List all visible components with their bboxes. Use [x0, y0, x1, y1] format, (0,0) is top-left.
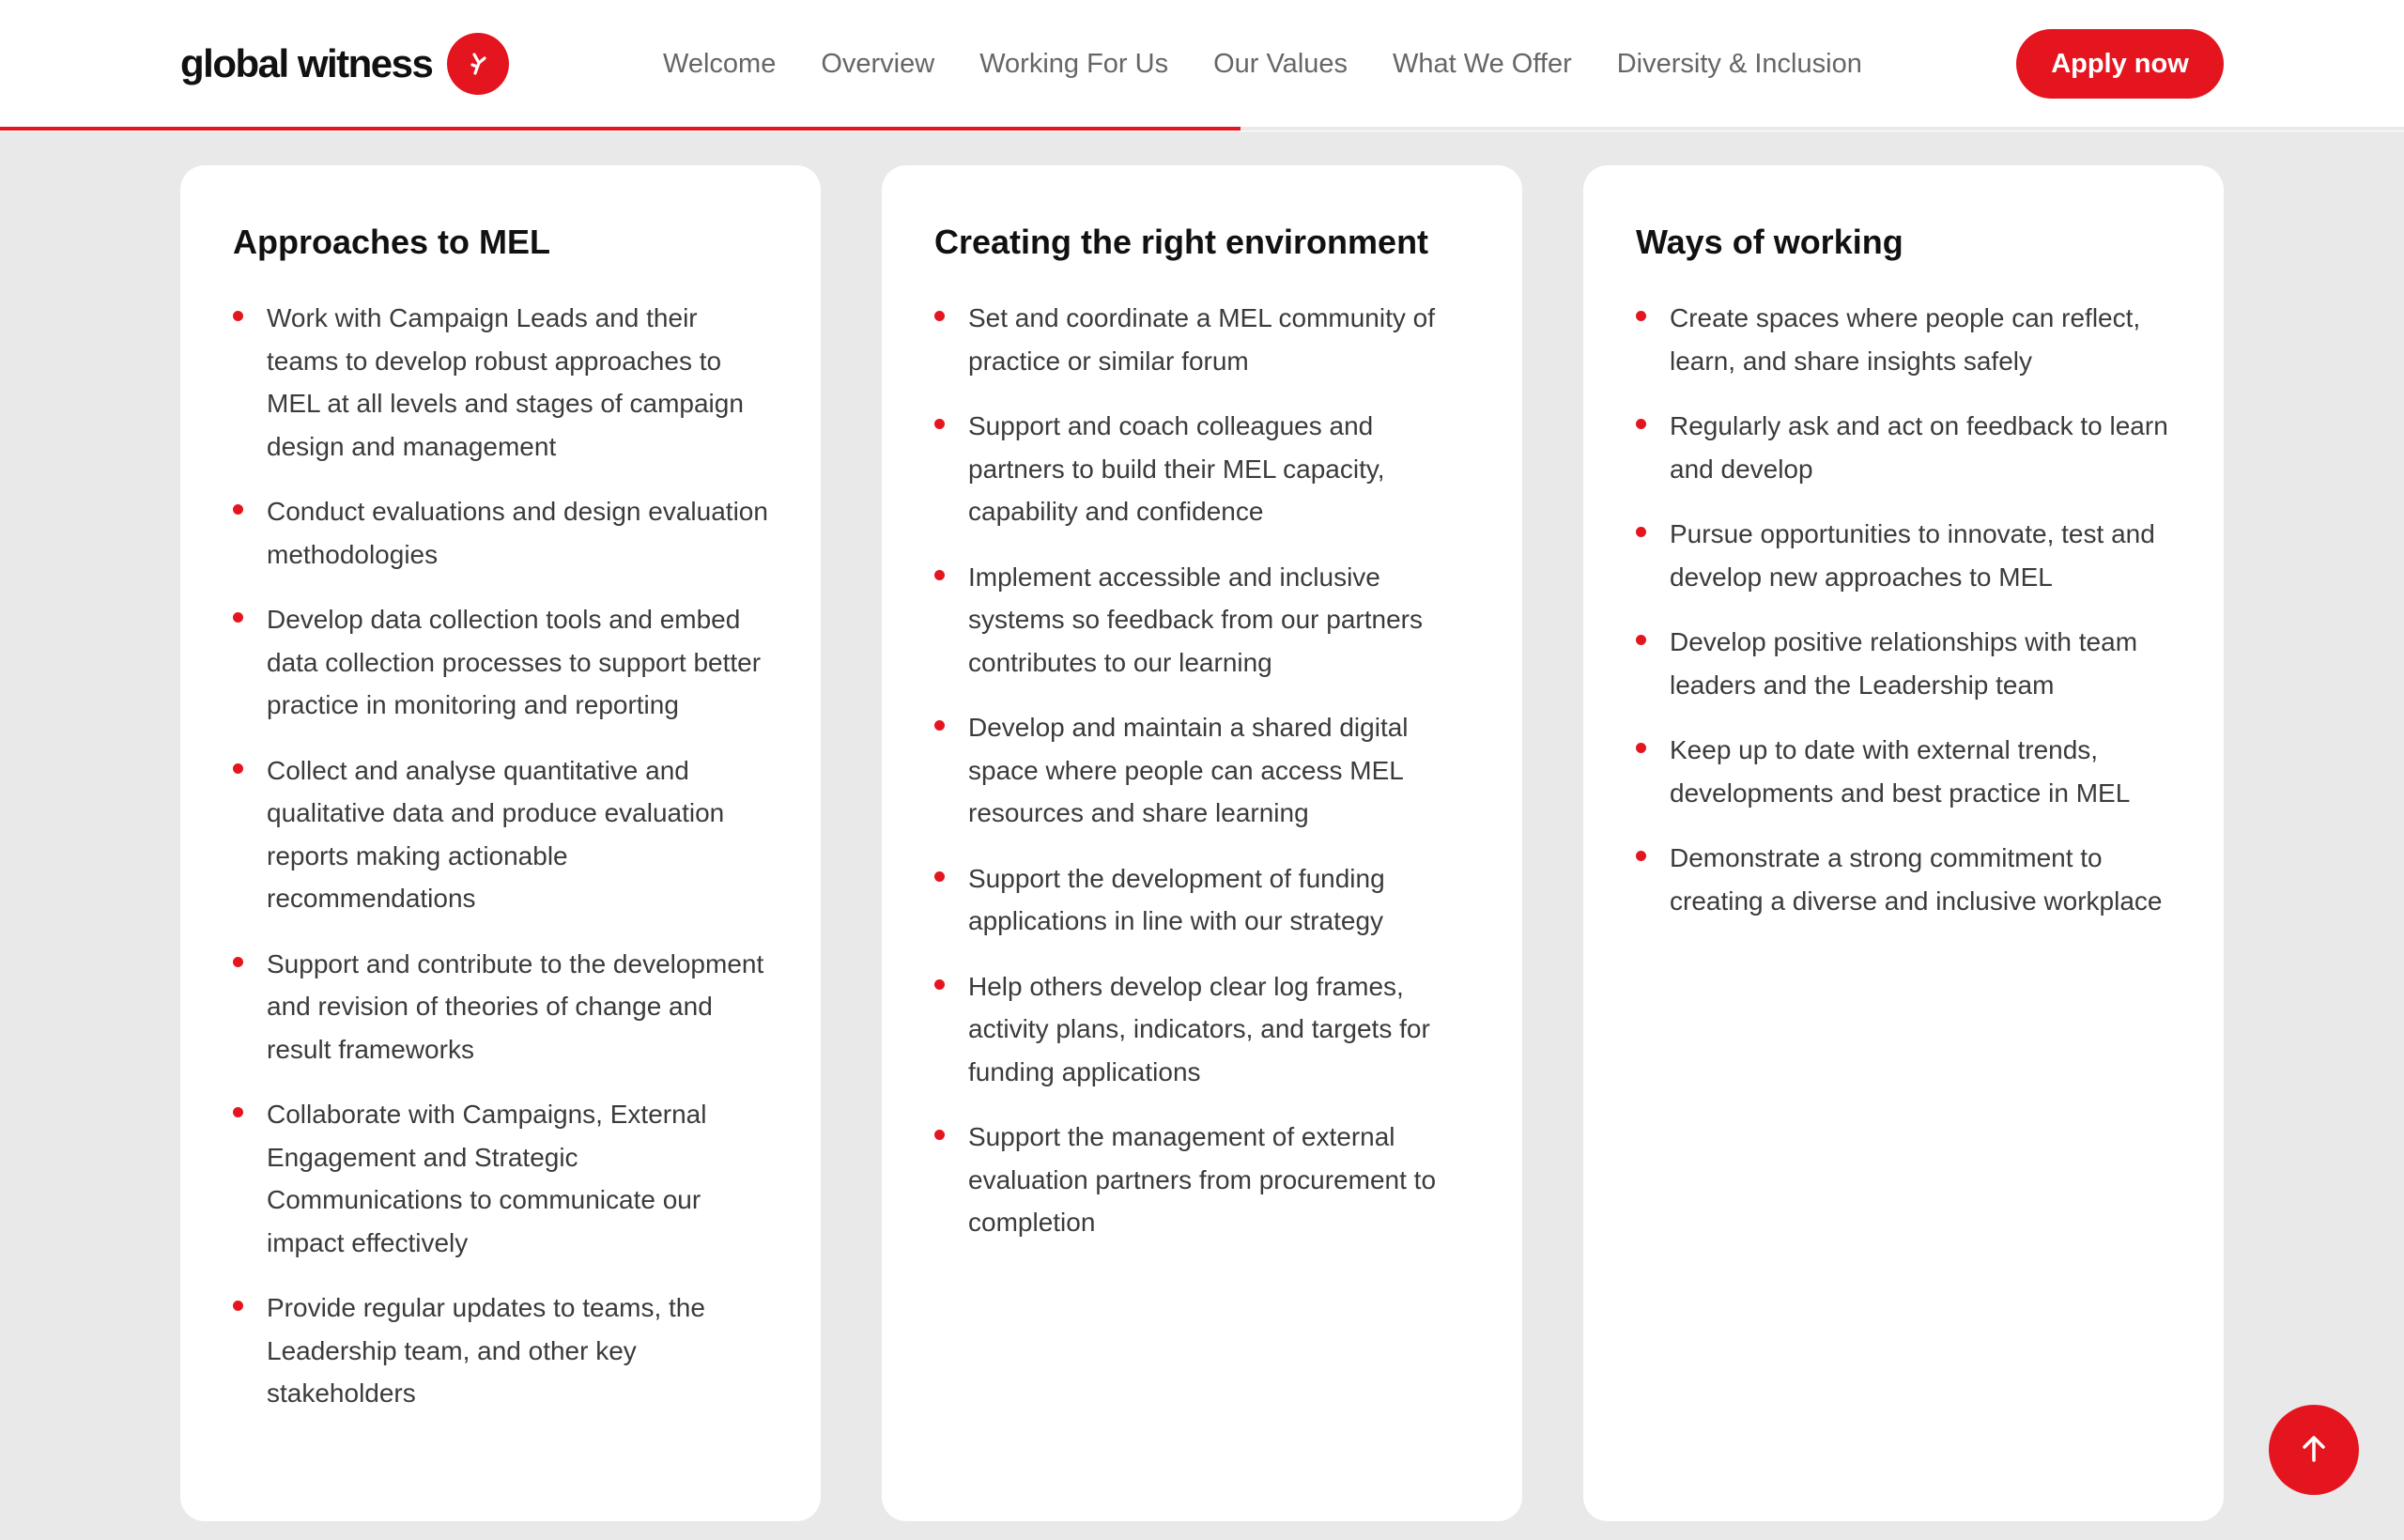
- list-item: [1636, 729, 2171, 814]
- list-item: [934, 1116, 1470, 1244]
- bullet-dot-icon: [934, 979, 945, 990]
- bullet-dot-icon: [934, 570, 945, 580]
- bullet-dot-icon: [233, 311, 243, 321]
- bullet-dot-icon: [1636, 851, 1646, 861]
- reading-progress-bar: [0, 127, 2404, 131]
- bullet-dot-icon: [233, 763, 243, 774]
- list-item: [1636, 621, 2171, 706]
- card-title: Approaches to MEL: [233, 223, 551, 261]
- reading-progress-fill: [0, 127, 1241, 131]
- list-item-text: Support and contribute to the development and revision of theories of change and result frameworks: [267, 948, 764, 1064]
- responsibilities-cards: [180, 165, 2224, 1521]
- scroll-to-top-button[interactable]: [2269, 1405, 2359, 1495]
- list-item: [934, 965, 1470, 1094]
- list-item-text: Keep up to date with external trends, developments and best practice in MEL: [1670, 735, 2131, 808]
- list-item-text: Implement accessible and inclusive systems so feedback from our partners contributes to our learning: [968, 562, 1423, 677]
- list-item: [233, 1286, 768, 1415]
- bullet-dot-icon: [1636, 635, 1646, 645]
- bullet-dot-icon: [934, 311, 945, 321]
- bullet-dot-icon: [934, 720, 945, 731]
- nav-item-welcome[interactable]: Welcome: [663, 48, 777, 79]
- list-item-text: Support and coach colleagues and partners to build their MEL capacity, capability and confidence: [968, 411, 1385, 526]
- apply-now-button[interactable]: Apply now: [2016, 29, 2224, 99]
- bullet-list: [1636, 297, 2171, 922]
- list-item: [233, 943, 768, 1071]
- bullet-dot-icon: [934, 1130, 945, 1140]
- list-item-text: Collect and analyse quantitative and qualitative data and produce evaluation reports making actionable recommendations: [267, 755, 725, 913]
- nav-item-diversity-inclusion[interactable]: Diversity & Inclusion: [1616, 48, 1862, 79]
- list-item: [1636, 405, 2171, 490]
- bullet-dot-icon: [934, 419, 945, 429]
- list-item-text: Pursue opportunities to innovate, test and develop new approaches to MEL: [1670, 519, 2155, 592]
- list-item: [233, 749, 768, 920]
- bullet-dot-icon: [1636, 743, 1646, 753]
- nav-item-working-for-us[interactable]: Working For Us: [979, 48, 1169, 79]
- list-item-text: Create spaces where people can reflect, learn, and share insights safely: [1670, 303, 2141, 376]
- list-item-text: Collaborate with Campaigns, External Engagement and Strategic Communications to communicate our impact effectively: [267, 1100, 707, 1257]
- list-item-text: Set and coordinate a MEL community of practice or similar forum: [968, 303, 1435, 376]
- arrow-up-icon: [2298, 1433, 2330, 1468]
- site-header: [0, 0, 2404, 131]
- card-approaches-to-mel: [180, 165, 821, 1521]
- list-item: [233, 1093, 768, 1264]
- list-item: [1636, 297, 2171, 382]
- bullet-list: [934, 297, 1470, 1244]
- list-item: [934, 556, 1470, 685]
- list-item-text: Work with Campaign Leads and their teams to develop robust approaches to MEL at all levels and stages of campaign design and management: [267, 303, 744, 461]
- bullet-dot-icon: [934, 871, 945, 882]
- brand-name: global witness: [180, 41, 433, 85]
- nav-item-our-values[interactable]: Our Values: [1213, 48, 1348, 79]
- list-item: [934, 857, 1470, 943]
- main-nav: [663, 38, 1862, 90]
- card-ways-of-working: [1583, 165, 2224, 1521]
- bullet-dot-icon: [1636, 311, 1646, 321]
- list-item-text: Demonstrate a strong commitment to creating a diverse and inclusive workplace: [1670, 843, 2163, 916]
- nav-item-overview[interactable]: Overview: [821, 48, 935, 79]
- bullet-dot-icon: [1636, 527, 1646, 537]
- bullet-dot-icon: [1636, 419, 1646, 429]
- list-item: [1636, 837, 2171, 922]
- bullet-dot-icon: [233, 1301, 243, 1311]
- card-creating-the-right-environment: [882, 165, 1522, 1521]
- bullet-list: [233, 297, 768, 1415]
- card-title: Ways of working: [1636, 223, 1903, 261]
- bullet-dot-icon: [233, 504, 243, 515]
- bullet-dot-icon: [233, 612, 243, 623]
- list-item-text: Conduct evaluations and design evaluation methodologies: [267, 497, 768, 569]
- site-logo[interactable]: [180, 32, 509, 96]
- card-title: Creating the right environment: [934, 223, 1429, 261]
- list-item: [1636, 513, 2171, 598]
- bullet-dot-icon: [233, 1107, 243, 1117]
- list-item-text: Develop positive relationships with team leaders and the Leadership team: [1670, 627, 2138, 700]
- nav-item-what-we-offer[interactable]: What We Offer: [1393, 48, 1572, 79]
- list-item-text: Support the management of external evaluation partners from procurement to completion: [968, 1122, 1437, 1237]
- list-item: [934, 297, 1470, 382]
- list-item-text: Regularly ask and act on feedback to learn and develop: [1670, 411, 2168, 484]
- list-item: [934, 706, 1470, 835]
- list-item-text: Support the development of funding applications in line with our strategy: [968, 863, 1385, 935]
- list-item-text: Develop and maintain a shared digital space where people can access MEL resources and share learning: [968, 713, 1409, 827]
- list-item-text: Provide regular updates to teams, the Leadership team, and other key stakeholders: [267, 1293, 705, 1408]
- list-item: [233, 297, 768, 468]
- list-item-text: Develop data collection tools and embed data collection processes to support better practice in monitoring and reporting: [267, 605, 762, 719]
- witness-mark-icon: [447, 33, 509, 95]
- list-item-text: Help others develop clear log frames, activity plans, indicators, and targets for funding applications: [968, 971, 1430, 1086]
- list-item: [934, 405, 1470, 533]
- list-item: [233, 598, 768, 727]
- bullet-dot-icon: [233, 957, 243, 967]
- list-item: [233, 490, 768, 576]
